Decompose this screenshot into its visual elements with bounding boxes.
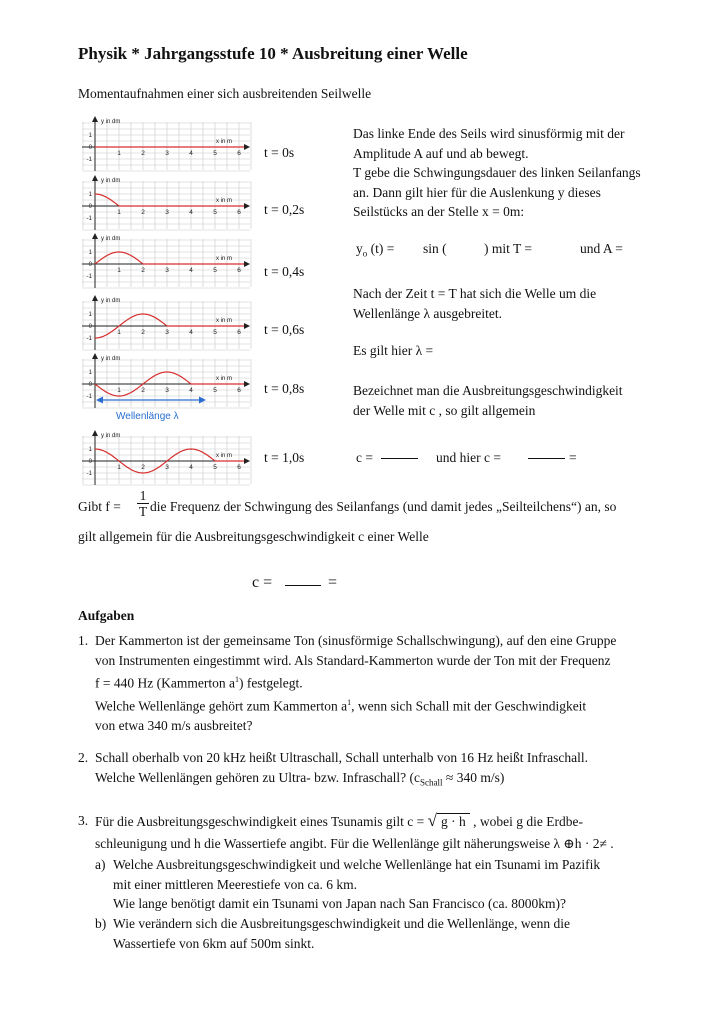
task-line: mit einer mittleren Meerestiefe von ca. 6 km. [113,876,358,892]
x-tick-label: 2 [141,464,145,471]
x-tick-label: 5 [213,267,217,274]
explain-paragraph-4 [353,381,623,420]
x-tick-label: 4 [189,464,193,471]
page-title: Physik * Jahrgangsstufe 10 * Ausbreitung einer Welle [78,44,468,63]
x-tick-label: 5 [213,329,217,336]
task-line: Schall oberhalb von 20 kHz heißt Ultraschall, Schall unterhalb von 16 Hz heißt Infraschall. [95,750,588,765]
task-line: schleunigung und h die Wassertiefe angibt. Für die Wellenlänge gilt näherungsweise λ ⊕h · 2≠ . [95,836,614,851]
wavelength-label: Wellenlänge λ [116,411,179,422]
y-tick-label: 1 [88,312,92,318]
task-number: 3. [78,813,89,828]
wavelength-arrow [96,394,206,406]
x-axis-arrow [244,203,250,209]
x-axis-label: x in m [216,198,233,204]
freq-post: die Frequenz der Schwingung des Seilanfangs (und damit jedes „Seilteilchens“) an, so [150,499,617,514]
x-axis-arrow [244,323,250,329]
task-line [95,670,678,693]
tasks-heading: Aufgaben [78,608,135,623]
y-tick-label: -1 [86,336,92,342]
x-tick-label: 6 [237,464,241,471]
y-axis-arrow [92,116,98,122]
y-tick-label: -1 [86,216,92,222]
x-tick-label: 4 [189,267,193,274]
y-axis-arrow [92,175,98,181]
formula-period: ) mit T = [484,241,532,256]
time-label-0: t = 0s [264,145,295,160]
explain-line: Seilstücks an der Stelle x = 0m: [353,204,525,219]
task-line: von Instrumenten eingestimmt wird. Als Standard-Kammerton wurde der Ton mit der Frequenz [95,652,611,668]
y-tick-label: -1 [86,394,92,400]
x-tick-label: 5 [213,464,217,471]
task-line: Wie lange benötigt damit ein Tsunami von Japan nach San Francisco (ca. 8000km)? [113,896,567,911]
subtask-label: a) [95,857,106,872]
fraction-bar [285,585,321,586]
x-tick-label: 2 [141,150,145,157]
task-3 [78,810,678,855]
y-tick-label: 1 [88,447,92,453]
subtitle: Momentaufnahmen einer sich ausbreitenden Seilwelle [78,86,372,101]
x-tick-label: 1 [117,464,121,471]
x-tick-label: 2 [141,387,145,394]
task-text: ) festgelegt. [238,675,303,691]
y-tick-label: -1 [86,471,92,477]
x-tick-label: 3 [165,464,169,471]
x-tick-label: 4 [189,387,193,394]
x-axis-arrow [244,381,250,387]
x-tick-label: 1 [117,267,121,274]
y-tick-label: 0 [88,324,92,330]
formula-t: (t) = [370,241,395,256]
y-axis-arrow [92,430,98,436]
time-label-1: t = 0,2s [264,202,305,217]
x-tick-label: 2 [141,209,145,216]
explain-line: Bezeichnet man die Ausbreitungsgeschwindigkeit [353,383,623,398]
y-tick-label: 0 [88,145,92,151]
formula-sin: sin ( [423,241,447,256]
x-tick-label: 3 [165,387,169,394]
explain-line: T gebe die Schwingungsdauer des linken Seilanfangs [353,165,641,180]
task-text: , wenn sich Schall mit der Geschwindigkeit [351,698,587,714]
time-label-5: t = 1,0s [264,450,305,465]
c-general: c = [356,450,373,465]
x-tick-label: 4 [189,150,193,157]
fraction-bar [528,458,565,459]
y-tick-label: 0 [88,262,92,268]
freq-fraction [137,488,149,519]
x-tick-label: 1 [117,150,121,157]
y-tick-label: 1 [88,192,92,198]
y-axis-label: y in dm [101,356,121,362]
x-axis-arrow [244,261,250,267]
x-axis-label: x in m [216,453,233,459]
y-axis-arrow [92,353,98,359]
x-axis-label: x in m [216,256,233,262]
task-line [95,693,678,716]
y-tick-label: 1 [88,250,92,256]
y-axis-arrow [92,233,98,239]
task-line: Wie verändern sich die Ausbreitungsgeschwindigkeit und die Wellenlänge, wenn die [113,916,570,931]
time-label-4: t = 0,8s [264,381,305,396]
task-3a [95,855,675,914]
subtask-label: b) [95,916,107,931]
freq-numerator: 1 [139,488,147,503]
wave-plot [80,295,252,353]
y-tick-label: 0 [88,204,92,210]
explain-line: Amplitude A auf und ab bewegt. [353,145,529,161]
sqrt-radicand: g · h [437,813,470,829]
task-text: Für die Ausbreitungsgeschwindigkeit eines Tsunamis gilt c = [95,814,425,829]
lambda-equation: Es gilt hier λ = [353,343,434,358]
c-here: und hier c = [436,450,501,465]
y-axis-label: y in dm [101,178,121,184]
y-tick-label: 1 [88,133,92,139]
y-tick-label: -1 [86,157,92,163]
task-sup: 1 [347,698,352,707]
x-axis-label: x in m [216,139,233,145]
wave-plot [80,430,252,488]
task-2 [78,748,678,793]
formula-y-sub: o [362,248,368,259]
wave-plot [80,233,252,291]
task-text: , wobei g die Erdbe- [469,814,583,829]
freq-line2: gilt allgemein für die Ausbreitungsgeschwindigkeit c einer Welle [78,529,429,544]
task-sub: Schall [420,777,443,788]
freq-denominator: T [138,504,148,519]
task-line: Wassertiefe von 6km auf 500m sinkt. [113,935,315,951]
explain-paragraph-2 [353,284,596,323]
task-text: Welche Wellenlänge gehört zum Kammerton a [95,698,348,714]
y-tick-label: 0 [88,459,92,465]
task-text: Welche Wellenlängen gehören zu Ultra- bzw. Infraschall? (c [95,769,421,785]
x-tick-label: 5 [213,387,217,394]
x-axis-label: x in m [216,376,233,382]
x-tick-label: 6 [237,209,241,216]
x-tick-label: 1 [117,387,121,394]
task-text: f = 440 Hz (Kammerton a [95,675,235,691]
wave-plot [80,175,252,233]
task-number: 2. [78,750,89,765]
x-axis-label: x in m [216,318,233,324]
y-axis-arrow [92,295,98,301]
x-tick-label: 6 [237,267,241,274]
x-tick-label: 3 [165,150,169,157]
x-tick-label: 2 [141,267,145,274]
c-big-equals: = [328,574,338,591]
x-tick-label: 4 [189,209,193,216]
x-axis-arrow [244,144,250,150]
sqrt-expression [428,810,470,833]
task-text: ≈ 340 m/s) [442,769,505,785]
y-axis-label: y in dm [101,119,121,125]
time-label-3: t = 0,6s [264,322,305,337]
y-tick-label: 1 [88,370,92,376]
wave-plot [80,116,252,174]
explain-line: Das linke Ende des Seils wird sinusförmig mit der [353,126,625,141]
x-tick-label: 1 [117,329,121,336]
x-tick-label: 5 [213,209,217,216]
explain-line: an. Dann gilt hier für die Auslenkung y dieses [353,184,601,200]
c-big: c = [252,574,273,591]
y-axis-label: y in dm [101,298,121,304]
x-tick-label: 5 [213,150,217,157]
x-tick-label: 6 [237,387,241,394]
task-line: Welche Ausbreitungsgeschwindigkeit und welche Wellenlänge hat ein Tsunami im Pazifik [113,857,601,872]
explain-line: Nach der Zeit t = T hat sich die Welle um die [353,286,597,301]
y-axis-label: y in dm [101,236,121,242]
x-axis-arrow [244,458,250,464]
formula-y0 [356,241,394,259]
x-tick-label: 6 [237,150,241,157]
sqrt-sign: √ [427,811,437,830]
y-tick-label: -1 [86,274,92,280]
explain-line: Wellenlänge λ ausgebreitet. [353,305,503,321]
y-tick-label: 0 [88,382,92,388]
time-label-2: t = 0,4s [264,264,305,279]
explain-line: der Welle mit c , so gilt allgemein [353,402,536,418]
task-line: von etwa 340 m/s ausbreitet? [95,718,253,733]
explain-paragraph-1 [353,124,641,222]
task-line [95,768,678,793]
formula-amplitude: und A = [580,241,623,256]
x-tick-label: 1 [117,209,121,216]
task-1 [78,631,678,736]
freq-pre: Gibt f = [78,499,121,514]
task-3b [95,914,675,953]
x-tick-label: 2 [141,329,145,336]
y-axis-label: y in dm [101,433,121,439]
x-tick-label: 6 [237,329,241,336]
x-tick-label: 3 [165,209,169,216]
formula-y: y [356,241,363,256]
task-line: Der Kammerton ist der gemeinsame Ton (sinusförmige Schallschwingung), auf den eine Gruppe [95,633,617,648]
c-here-equals: = [569,450,577,465]
task-sup: 1 [234,675,239,684]
task-number: 1. [78,633,89,648]
x-tick-label: 3 [165,267,169,274]
task-line [95,810,678,833]
x-tick-label: 4 [189,329,193,336]
fraction-bar [381,458,418,459]
x-tick-label: 3 [165,329,169,336]
